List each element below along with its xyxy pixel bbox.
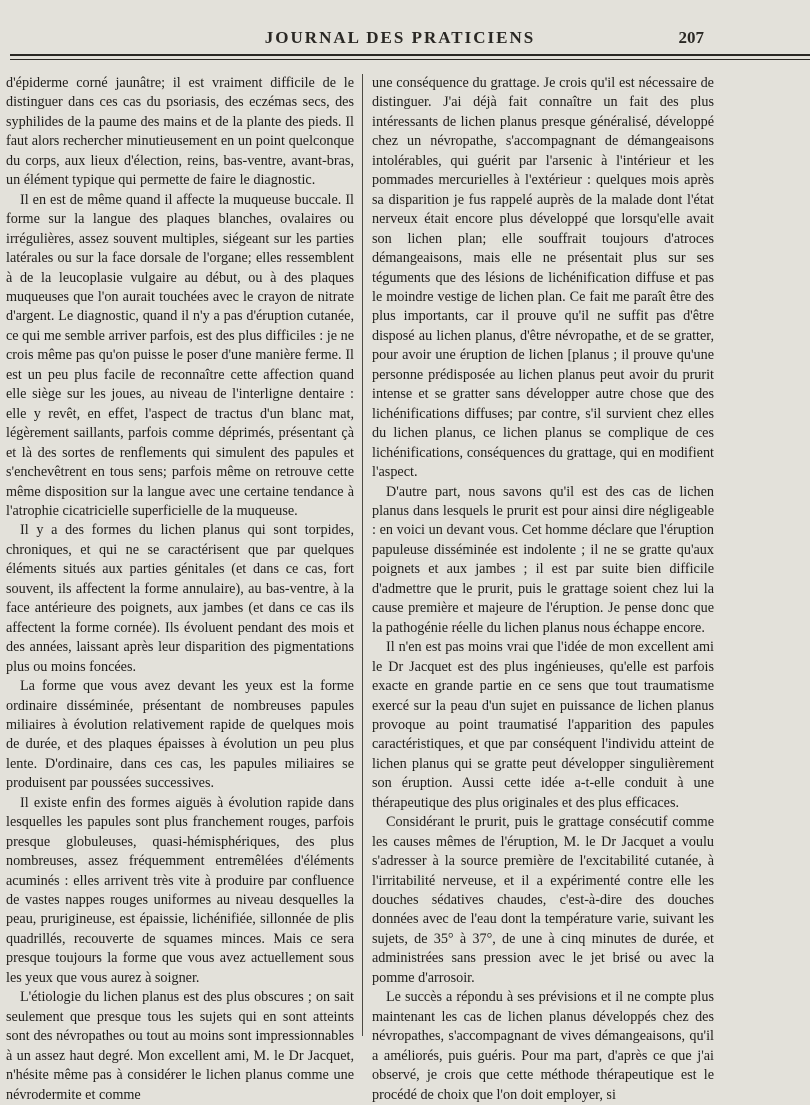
left-column xyxy=(6,74,354,1103)
paragraph: Il n'en est pas moins vrai que l'idée de mon excellent ami le Dr Jacquet est des plus ingénieuses, qu'elle est parfois exacte en grande partie en ce sens que tout traumatisme exercé sur la peau d'un sujet en puissance de lichen planus provoque au point traumatisé l'apparition des papules caractéristiques, et que par conséquent l'individu atteint de lichen planus qui se gratte peut développer singulièrement son éruption. Aussi cette idée a-t-elle conduit à une thérapeutique des plus originales et des plus efficaces. xyxy=(372,639,714,811)
header-rule xyxy=(10,54,810,60)
paragraph: Il existe enfin des formes aiguës à évolution rapide dans lesquelles les papules sont plus franchement rouges, parfois presque globuleuses, quasi-hémisphériques, des plus nombreuses, assez fréquemment entremêlées d'éléments acuminés : elles arrivent très vite à produire par confluence de vastes nappes rouges uniformes au niveau desquelles la peau, prurigineuse, est épaissie, lichénifiée, sillonnée de plis quadrillés, recouverte de squames minces. Mais ce sera presque toujours la forme que vous avez actuellement sous les yeux que vous aurez à soigner. xyxy=(6,794,354,986)
page-header xyxy=(0,28,800,52)
column-divider xyxy=(362,74,363,1036)
paragraph: d'épiderme corné jaunâtre; il est vraiment difficile de le distinguer dans ces cas du psoriasis, des eczémas secs, des syphilides de la paume des mains et de la plante des pieds. Il faut alors rechercher minutieusement en un point quelconque du corps, aux lieux d'élection, reins, bas-ventre, avant-bras, un élément typique qui permette de faire le diagnostic. xyxy=(6,75,354,189)
paragraph: Il y a des formes du lichen planus qui sont torpides, chroniques, et qui ne se caractérisent que par quelques éléments situés aux parties génitales (et dans ce cas, fort souvent, ils affectent la forme annulaire), au bas-ventre, à la face antérieure des poignets, aux jambes (et dans ce cas ils affectent la forme cornée). Ils évoluent pendant des mois et des années, laissant après leur disparition des pigmentations plus ou moins foncées. xyxy=(6,522,354,675)
right-column xyxy=(372,74,714,1103)
paragraph: D'autre part, nous savons qu'il est des cas de lichen planus dans lesquels le prurit est pour ainsi dire négligeable : en voici un devant vous. Cet homme déclare que l'éruption papuleuse disséminée est indolente ; il ne se gratte qu'aux poignets et aux jambes ; il est par suite bien difficile d'admettre que le prurit, puis le grattage soient chez lui la cause première et majeure de l'éruption. Je pense donc que la pathogénie réelle du lichen planus nous échappe encore. xyxy=(372,483,714,636)
paragraph: Considérant le prurit, puis le grattage consécutif comme les causes mêmes de l'éruption, M. le Dr Jacquet a voulu s'adresser à la source première de l'excitabilité cutanée, à l'irritabilité nerveuse, et il a expérimenté contre elle les douches sédatives chaudes, c'est-à-dire des douches données avec de l'eau dont la température varie, suivant les sujets, de 35° à 37°, de une à cinq minutes de durée, et administrées sans pression avec le jet brisé ou avec la pomme d'arrosoir. xyxy=(372,814,714,986)
paragraph: L'étiologie du lichen planus est des plus obscures ; on sait seulement que presque tous les sujets qui en sont atteints sont des névropathes ou tout au moins sont impressionnables à un assez haut degré. Mon excellent ami, M. le Dr Jacquet, n'hésite même pas à considérer le lichen planus comme une névrodermite et comme xyxy=(6,989,354,1103)
paragraph: Il en est de même quand il affecte la muqueuse buccale. Il forme sur la langue des plaques blanches, ovalaires ou irrégulières, assez souvent multiples, siégeant sur les parties latérales ou sur la face dorsale de l'organe; elles ressemblent à de la leucoplasie vulgaire au début, ou à des plaques muqueuses que l'on aurait touchées avec le crayon de nitrate d'argent. Le diagnostic, quand il n'y a pas d'éruption cutanée, ce qui me semble arriver parfois, est des plus difficiles : je ne crois même pas qu'on puisse le poser d'une manière ferme. Il est un peu plus facile de reconnaître cette affection quand elle siège sur les joues, au niveau de l'interligne dentaire : elle y revêt, en effet, l'aspect de tractus d'un blanc mat, légèrement saillants, parfois comme déprimés, présentant çà et là des sortes de renflements qui simulent des papules et s'enchevêtrent en tous sens; parfois même on retrouve cette même disposition sur la langue avec une certaine tendance à l'atrophie cicatricielle superficielle de la muqueuse. xyxy=(6,191,354,519)
paragraph: La forme que vous avez devant les yeux est la forme ordinaire disséminée, présentant de nombreuses papules miliaires à évolution relativement rapide de quelques mois de durée, et des plaques épaisses à évolution un peu plus lente. D'ordinaire, dans ces cas, les papules miliaires se produisent par poussées successives. xyxy=(6,678,354,792)
running-title: JOURNAL DES PRATICIENS xyxy=(264,28,536,47)
page-number: 207 xyxy=(678,28,704,47)
paragraph: une conséquence du grattage. Je crois qu'il est nécessaire de distinguer. J'ai déjà fait connaître un fait des plus intéressants de lichen planus presque généralisé, développé chez un névropathe, s'accompagnant de démangeaisons intolérables, qui guérit par l'arsenic à l'intérieur et les pommades mercurielles à l'extérieur : quelques mois après sa disparition je fus rappelé auprès de la malade dont l'état nerveux était encore plus développé que lorsqu'elle avait son lichen plan; elle souffrait toujours d'atroces démangeaisons, mais elle ne présentait plus sur ses téguments que des lésions de lichénification diffuse et pas le moindre vestige de lichen plan. Ce fait me paraît être des plus importants, car il prouve qu'il ne suffit pas d'être disposé au lichen planus, d'être névropathe, et de se gratter, pour avoir une éruption de lichen [planus ; il prouve qu'une personne prédisposée au lichen planus peut avoir du prurit intense et se gratter sans développer autre chose que des lichénifications diffuses; par contre, s'il survient chez elles du lichen planus, ce lichen planus se complique de ces lichénifications, conséquences du grattage, qui en modifient l'aspect. xyxy=(372,75,714,481)
paragraph: Le succès a répondu à ses prévisions et il ne compte plus maintenant les cas de lichen planus développés chez des névropathes, s'accompagnant de vives démangeaisons, qu'il a améliorés, puis guéris. Pour ma part, d'après ce que j'ai observé, je crois que cette méthode thérapeutique est le procédé de choix que l'on doit employer, si xyxy=(372,989,714,1103)
